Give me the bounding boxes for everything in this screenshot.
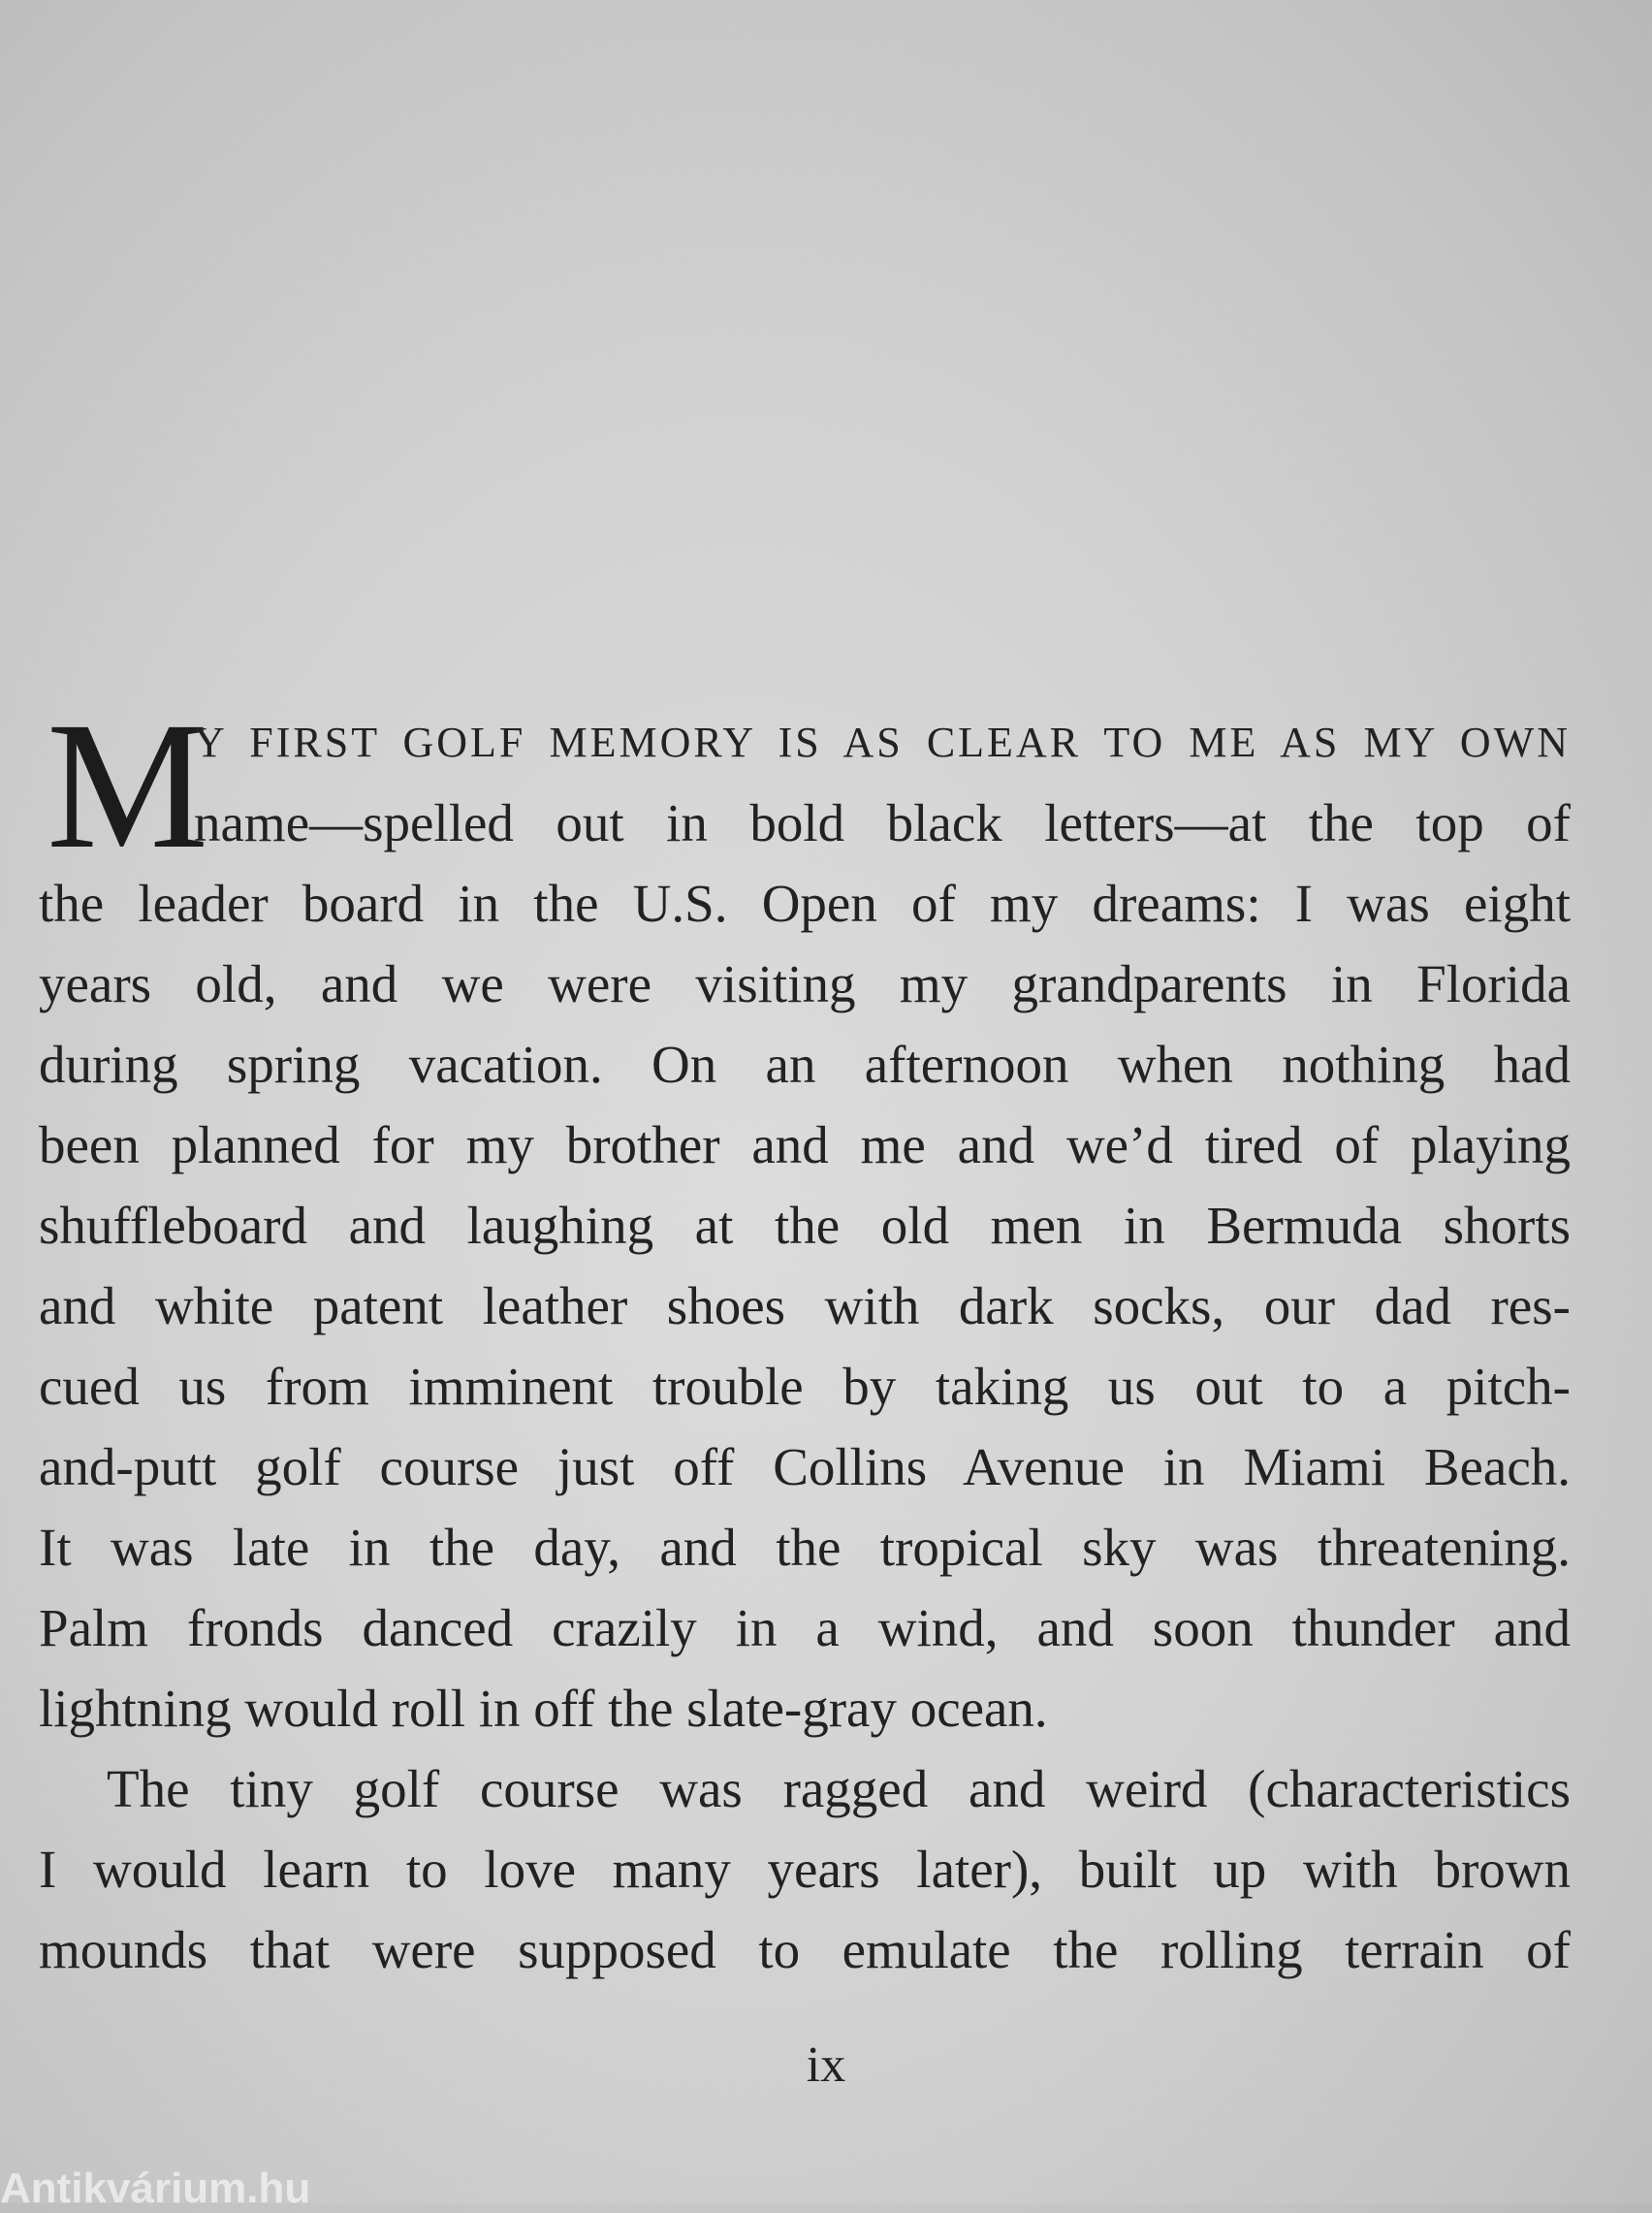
page-number: ix xyxy=(806,2037,846,2093)
text-line: and-putt golf course just off Collins Avenue in Miami Beach. xyxy=(39,1437,1571,1496)
text-line: cued us from imminent trouble by taking us out to a pitch- xyxy=(39,1357,1571,1416)
text-line: shuffleboard and laughing at the old men in Bermuda shorts xyxy=(39,1196,1571,1255)
text-line: I would learn to love many years later), built up with brown xyxy=(39,1840,1571,1899)
text-line: been planned for my brother and me and we’d tired of playing xyxy=(39,1115,1571,1174)
watermark-logo: Antikvárium.hu xyxy=(0,2165,311,2212)
small-caps-line: Y FIRST GOLF MEMORY IS AS CLEAR TO ME AS MY OWN xyxy=(194,719,1571,766)
body-text xyxy=(39,684,1571,1990)
opening-lines xyxy=(39,684,1571,886)
text-line: It was late in the day, and the tropical sky was threatening. xyxy=(39,1518,1571,1577)
text-line: years old, and we were visiting my grandparents in Florida xyxy=(39,954,1571,1013)
text-line: Palm fronds danced crazily in a wind, and soon thunder and xyxy=(39,1598,1571,1657)
text-line: The tiny golf course was ragged and weird (characteristics xyxy=(107,1759,1571,1818)
drop-cap: M xyxy=(47,684,209,886)
text-line: and white patent leather shoes with dark socks, our dad res- xyxy=(39,1276,1571,1335)
show-through-text xyxy=(39,29,1609,650)
text-line: during spring vacation. On an afternoon when nothing had xyxy=(39,1035,1571,1094)
text-line: mounds that were supposed to emulate the rolling terrain of xyxy=(39,1920,1571,1979)
text-line: the leader board in the U.S. Open of my dreams: I was eight xyxy=(39,874,1571,933)
text-line: name—spelled out in bold black letters—at the top of xyxy=(194,793,1571,852)
text-line: lightning would roll in off the slate-gray ocean. xyxy=(39,1679,1048,1738)
